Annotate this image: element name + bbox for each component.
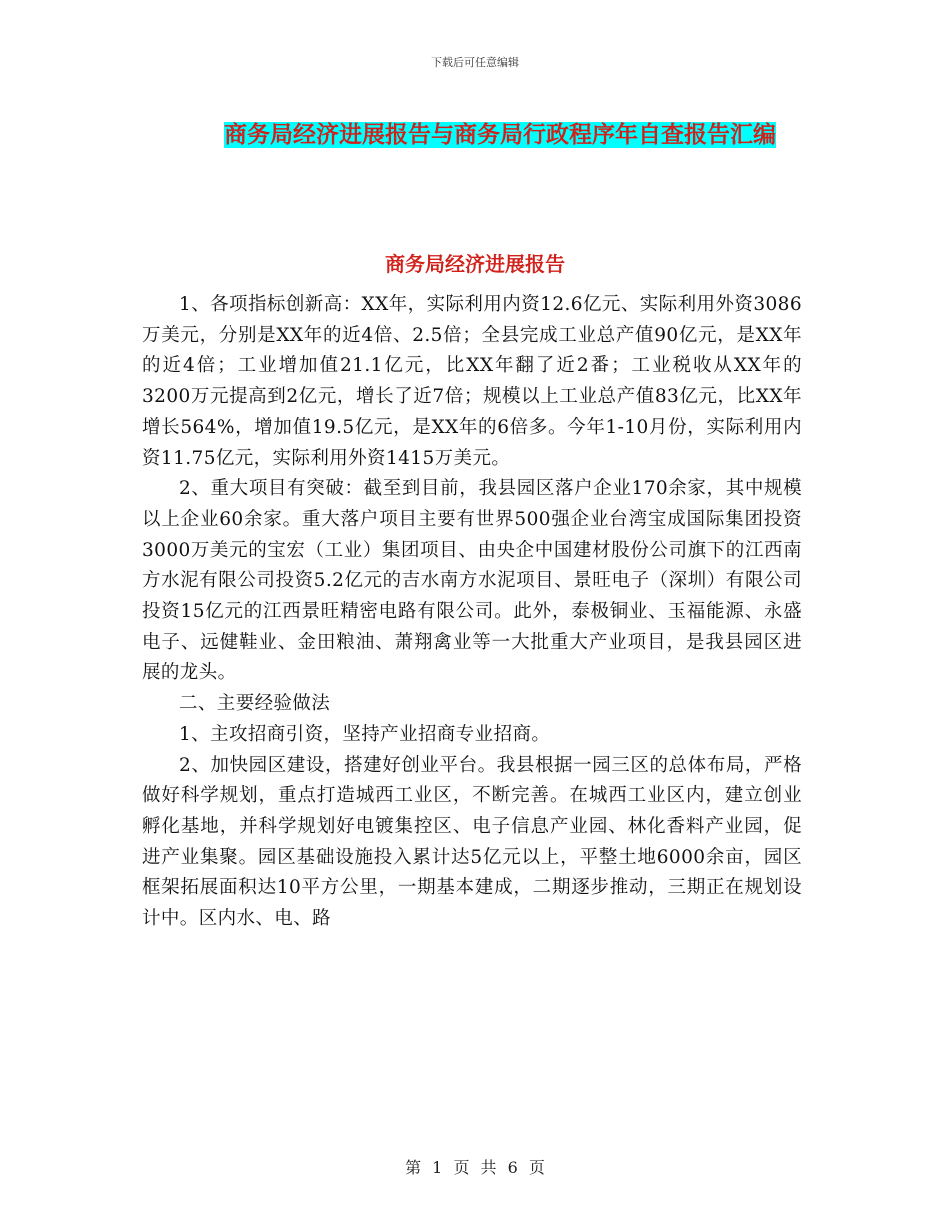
document-body (142, 290, 802, 935)
paragraph-4: 1、主攻招商引资，坚持产业招商专业招商。 (179, 723, 551, 745)
paragraph-3: 二、主要经验做法 (179, 693, 331, 715)
document-title-highlight: 商务局经济进展报告与商务局行政程序年自查报告汇编 (224, 122, 776, 148)
header-note: 下载后可任意编辑 (431, 56, 519, 69)
paragraph-2: 2、重大项目有突破：截至到目前，我县园区落户企业170余家，其中规模以上企业60余家。重大落户项目主要有世界500强企业台湾宝成国际集团投资3000万美元的宝宏（工业）集团项目、由央企中国建材股份公司旗下的江西南方水泥有限公司投资5.2亿元的吉水南方水泥项目、景旺电子（深圳）有限公司投资15亿元的江西景旺精密电路有限公司。此外，泰极铜业、玉福能源、永盛电子、远健鞋业、金田粮油、萧翔禽业等一大批重大产业项目，是我县园区进展的龙头。 (142, 478, 802, 684)
paragraph-1: 1、各项指标创新高：XX年，实际利用内资12.6亿元、实际利用外资3086万美元，分别是XX年的近4倍、2.5倍；全县完成工业总产值90亿元，是XX年的近4倍；工业增加值21.1亿元，比XX年翻了近2番；工业税收从XX年的3200万元提高到2亿元，增长了近7倍；规模以上工业总产值83亿元，比XX年增长564%，增加值19.5亿元，是XX年的6倍多。今年1-10月份，实际利用内资11.75亿元，实际利用外资1415万美元。 (142, 294, 802, 469)
section-title: 商务局经济进展报告 (385, 252, 565, 276)
paragraph-5: 2、加快园区建设，搭建好创业平台。我县根据一园三区的总体布局，严格做好科学规划，重点打造城西工业区，不断完善。在城西工业区内，建立创业孵化基地，并科学规划好电镀集控区、电子信息产业园、林化香料产业园，促进产业集聚。园区基础设施投入累计达5亿元以上，平整土地6000余亩，园区框架拓展面积达10平方公里，一期基本建成，二期逐步推动，三期正在规划设计中。区内水、电、路 (142, 754, 802, 930)
page-footer: 第 1 页 共 6 页 (405, 1158, 545, 1177)
document-title (140, 112, 860, 159)
